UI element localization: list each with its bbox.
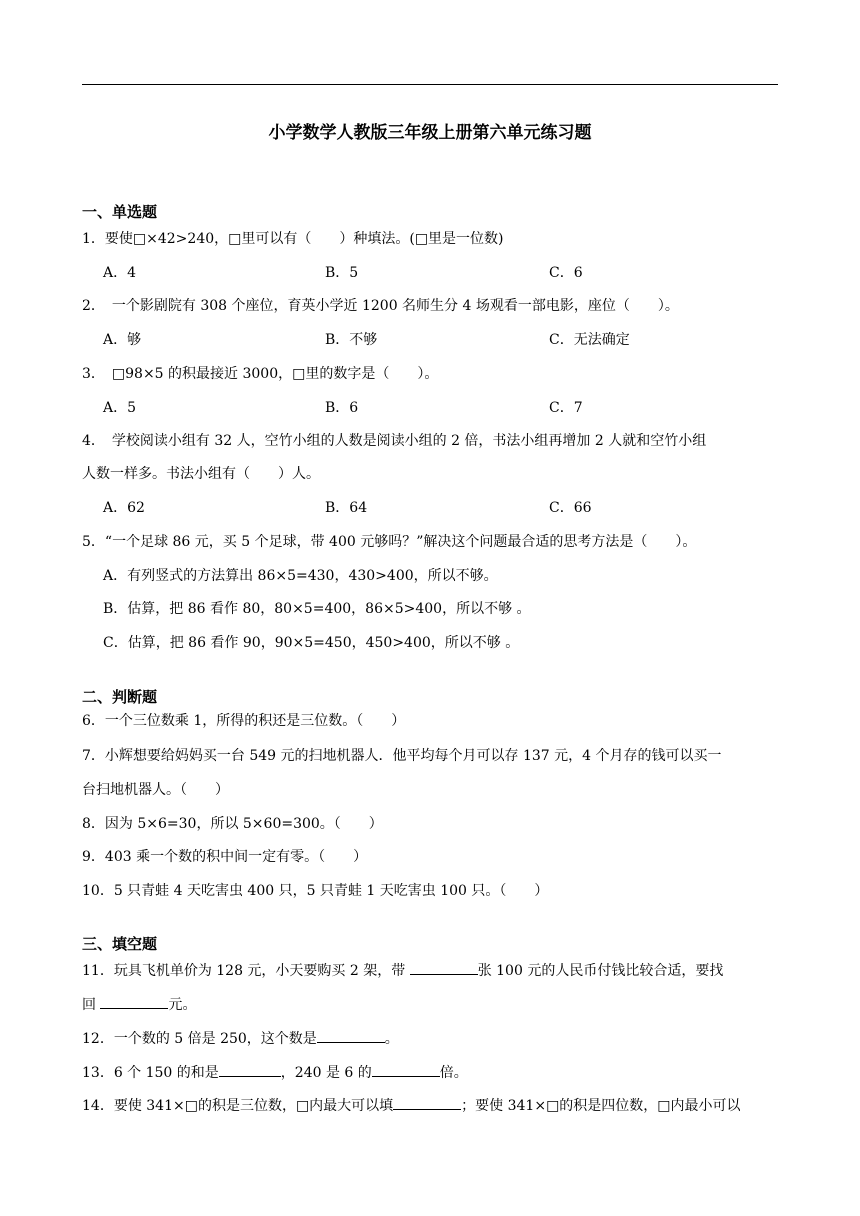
q13-text-part-1: 13．6 个 150 的和是 bbox=[82, 1065, 219, 1081]
q13-text-part-3: 倍。 bbox=[439, 1065, 468, 1081]
q11-blank-2[interactable] bbox=[100, 994, 168, 1009]
question-6: 6．一个三位数乘 1，所得的积还是三位数。（ ） bbox=[82, 713, 406, 729]
q4-option-c: C．66 bbox=[549, 500, 592, 516]
q12-text-part-1: 12．一个数的 5 倍是 250，这个数是 bbox=[82, 1031, 317, 1047]
question-11-line-2 bbox=[82, 994, 196, 1015]
header-rule bbox=[82, 84, 778, 85]
q5-option-b: B．估算，把 86 看作 80，80×5=400，86×5>400，所以不够 。 bbox=[103, 601, 531, 617]
question-4-line-1: 4． 学校阅读小组有 32 人，空竹小组的人数是阅读小组的 2 倍，书法小组再增加 2 人就和空竹小组 bbox=[82, 433, 707, 449]
question-12 bbox=[82, 1028, 399, 1049]
question-2: 2． 一个影剧院有 308 个座位，育英小学近 1200 名师生分 4 场观看一部电影，座位（ ）。 bbox=[82, 298, 679, 314]
q12-blank[interactable] bbox=[317, 1028, 385, 1043]
section-heading-single-choice: 一、单选题 bbox=[82, 203, 158, 221]
q11-text-part-1: 11．玩具飞机单价为 128 元，小天要购买 2 架，带 bbox=[82, 963, 410, 979]
q14-text-part-2: ；要使 341×□的积是四位数，□内最小可以 bbox=[461, 1098, 741, 1114]
q5-option-c: C．估算，把 86 看作 90，90×5=450，450>400，所以不够 。 bbox=[103, 635, 520, 651]
q3-option-c: C．7 bbox=[549, 400, 583, 416]
question-8: 8．因为 5×6=30，所以 5×60=300。（ ） bbox=[82, 816, 383, 832]
section-heading-fill-blank: 三、填空题 bbox=[82, 935, 158, 953]
page-title: 小学数学人教版三年级上册第六单元练习题 bbox=[268, 123, 592, 143]
q14-blank-1[interactable] bbox=[393, 1095, 461, 1110]
q11-blank-1[interactable] bbox=[410, 960, 478, 975]
question-7-line-2: 台扫地机器人。（ ） bbox=[82, 782, 229, 798]
section-heading-true-false: 二、判断题 bbox=[82, 688, 158, 706]
question-5: 5．“一个足球 86 元，买 5 个足球，带 400 元够吗？”解决这个问题最合适的思考方法是（ ）。 bbox=[82, 534, 697, 550]
q2-option-b: B．不够 bbox=[325, 332, 378, 348]
question-11-line-1 bbox=[82, 960, 723, 981]
q4-option-a: A．62 bbox=[103, 500, 145, 516]
q13-blank-2[interactable] bbox=[372, 1062, 440, 1077]
q2-option-a: A．够 bbox=[103, 332, 142, 348]
q11-text-part-3: 回 bbox=[82, 997, 101, 1013]
question-10: 10．5 只青蛙 4 天吃害虫 400 只，5 只青蛙 1 天吃害虫 100 只。（ ） bbox=[82, 883, 549, 899]
q1-option-c: C．6 bbox=[549, 265, 583, 281]
q13-text-part-2: ，240 是 6 的 bbox=[280, 1065, 372, 1081]
q1-option-b: B．5 bbox=[325, 265, 359, 281]
question-1: 1．要使□×42>240，□里可以有（ ）种填法。(□里是一位数) bbox=[82, 231, 504, 247]
q3-option-b: B．6 bbox=[325, 400, 359, 416]
question-13 bbox=[82, 1062, 468, 1083]
q11-text-part-4: 元。 bbox=[168, 997, 197, 1013]
q4-option-b: B．64 bbox=[325, 500, 368, 516]
question-14 bbox=[82, 1095, 741, 1116]
q11-text-part-2: 张 100 元的人民币付钱比较合适，要找 bbox=[477, 963, 724, 979]
q3-option-a: A．5 bbox=[103, 400, 137, 416]
q1-option-a: A．4 bbox=[103, 265, 137, 281]
q13-blank-1[interactable] bbox=[219, 1062, 281, 1077]
question-3: 3． □98×5 的积最接近 3000，□里的数字是（ ）。 bbox=[82, 366, 439, 382]
q12-text-part-2: 。 bbox=[384, 1031, 399, 1047]
question-7-line-1: 7．小辉想要给妈妈买一台 549 元的扫地机器人．他平均每个月可以存 137 元，4 个月存的钱可以买一 bbox=[82, 748, 722, 764]
q5-option-a: A．有列竖式的方法算出 86×5=430，430>400，所以不够。 bbox=[103, 568, 498, 584]
question-9: 9．403 乘一个数的积中间一定有零。（ ） bbox=[82, 849, 368, 865]
q2-option-c: C．无法确定 bbox=[549, 332, 630, 348]
q14-text-part-1: 14．要使 341×□的积是三位数，□内最大可以填 bbox=[82, 1098, 394, 1114]
question-4-line-2: 人数一样多。书法小组有（ ）人。 bbox=[82, 466, 320, 482]
